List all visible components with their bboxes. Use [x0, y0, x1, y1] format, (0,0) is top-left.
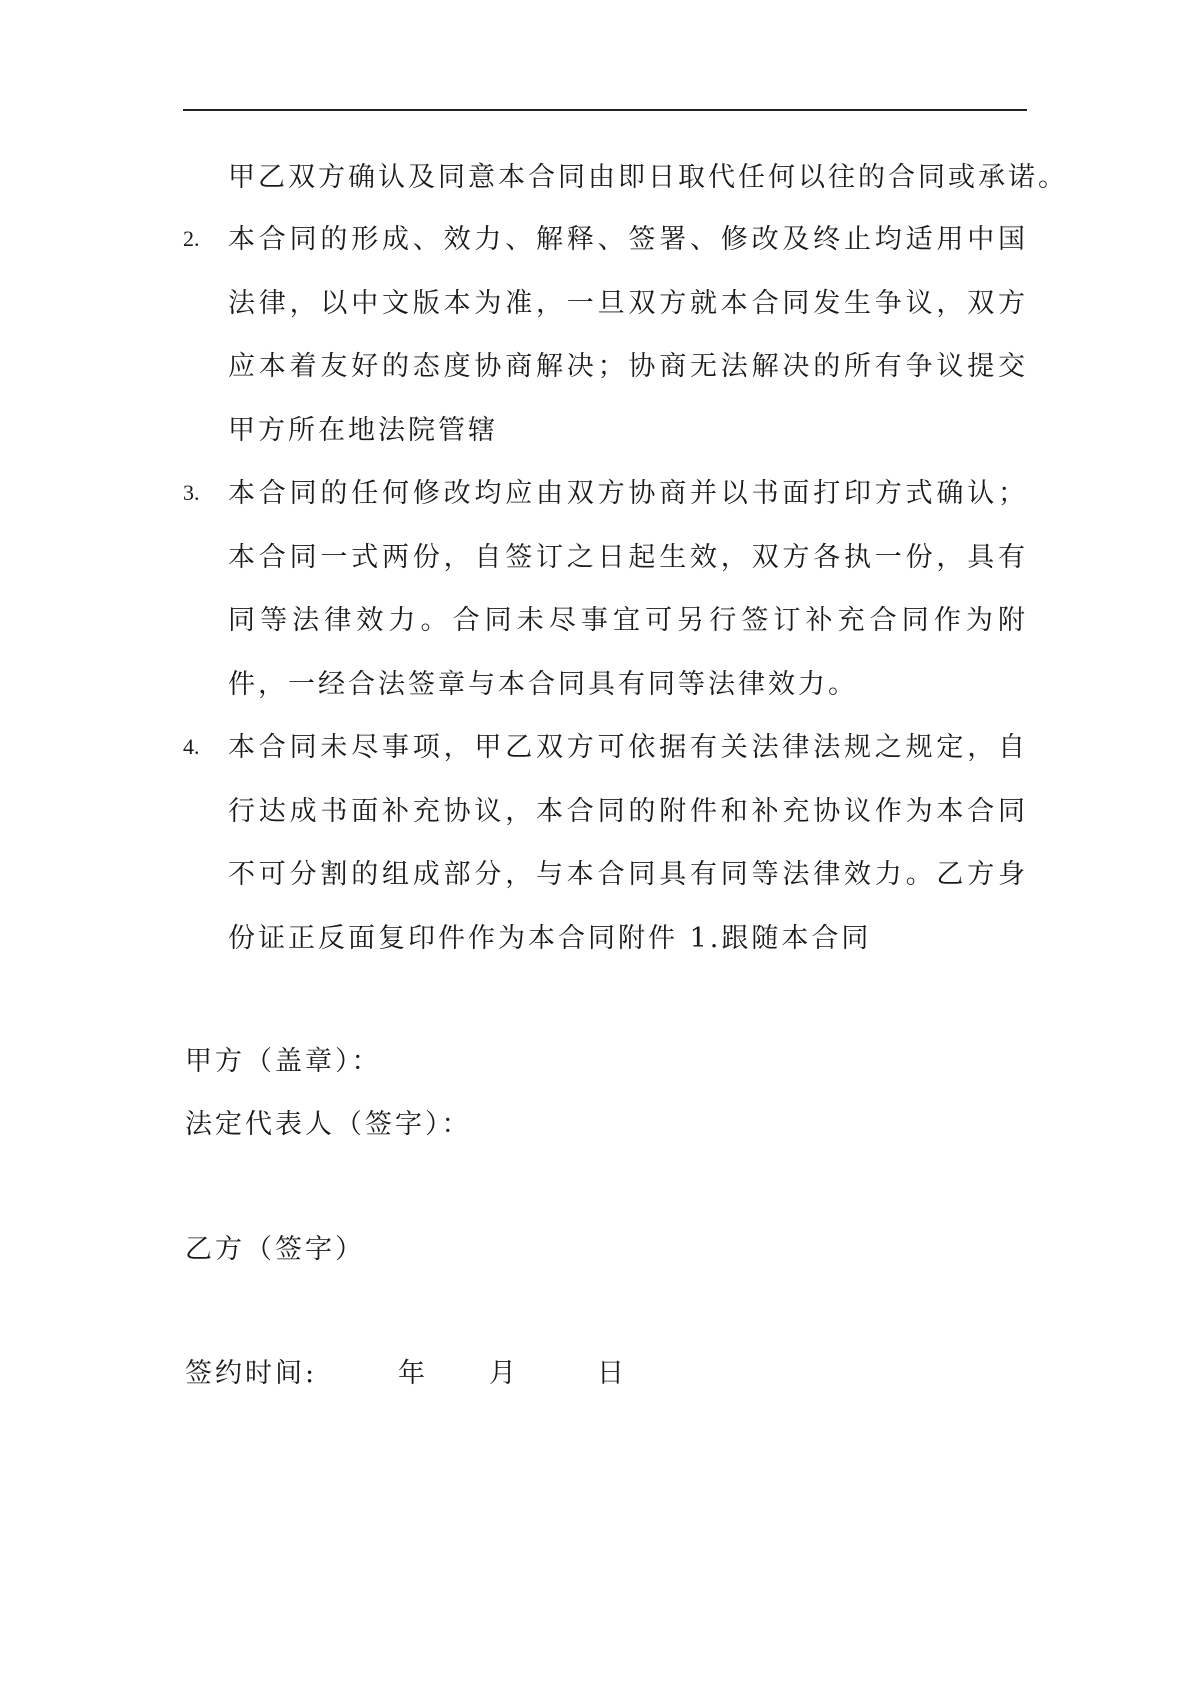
- list-item: [183, 476, 1027, 736]
- year-label: 年: [398, 1358, 425, 1389]
- continuation-line: 甲乙双方确认及同意本合同由即日取代任何以往的合同或承诺。: [228, 162, 1068, 193]
- list-item: [183, 730, 1027, 990]
- list-item-text: 本合同的任何修改均应由双方协商并以书面打印方式确认；本合同一式两份，自签订之日起生效，双方各执一份，具有同等法律效力。合同未尽事宜可另行签订补充合同作为附件，一经合法签章与本合同具有同等法律效力。: [228, 478, 1028, 700]
- day-label: 日: [597, 1358, 624, 1389]
- list-number: 4.: [183, 734, 200, 759]
- list-number: 2.: [183, 226, 200, 251]
- month-label: 月: [489, 1358, 516, 1389]
- list-item-text: 本合同未尽事项，甲乙双方可依据有关法律法规之规定，自行达成书面补充协议，本合同的附件和补充协议作为本合同不可分割的组成部分，与本合同具有同等法律效力。乙方身份证正反面复印件作为本合同附件 1.跟随本合同: [228, 732, 1028, 954]
- header-rule: [183, 109, 1027, 111]
- list-item-text: 本合同的形成、效力、解释、签署、修改及终止均适用中国法律，以中文版本为准，一旦双方就本合同发生争议，双方应本着友好的态度协商解决；协商无法解决的所有争议提交甲方所在地法院管辖: [228, 224, 1028, 446]
- party-b-signature: 乙方（签字）: [185, 1234, 365, 1265]
- party-a-seal: 甲方（盖章）：: [185, 1046, 382, 1077]
- list-number: 3.: [183, 480, 200, 505]
- legal-representative-signature: 法定代表人（签字）：: [185, 1109, 472, 1140]
- sign-time-label: 签约时间:: [185, 1358, 318, 1389]
- list-item: [183, 222, 1027, 482]
